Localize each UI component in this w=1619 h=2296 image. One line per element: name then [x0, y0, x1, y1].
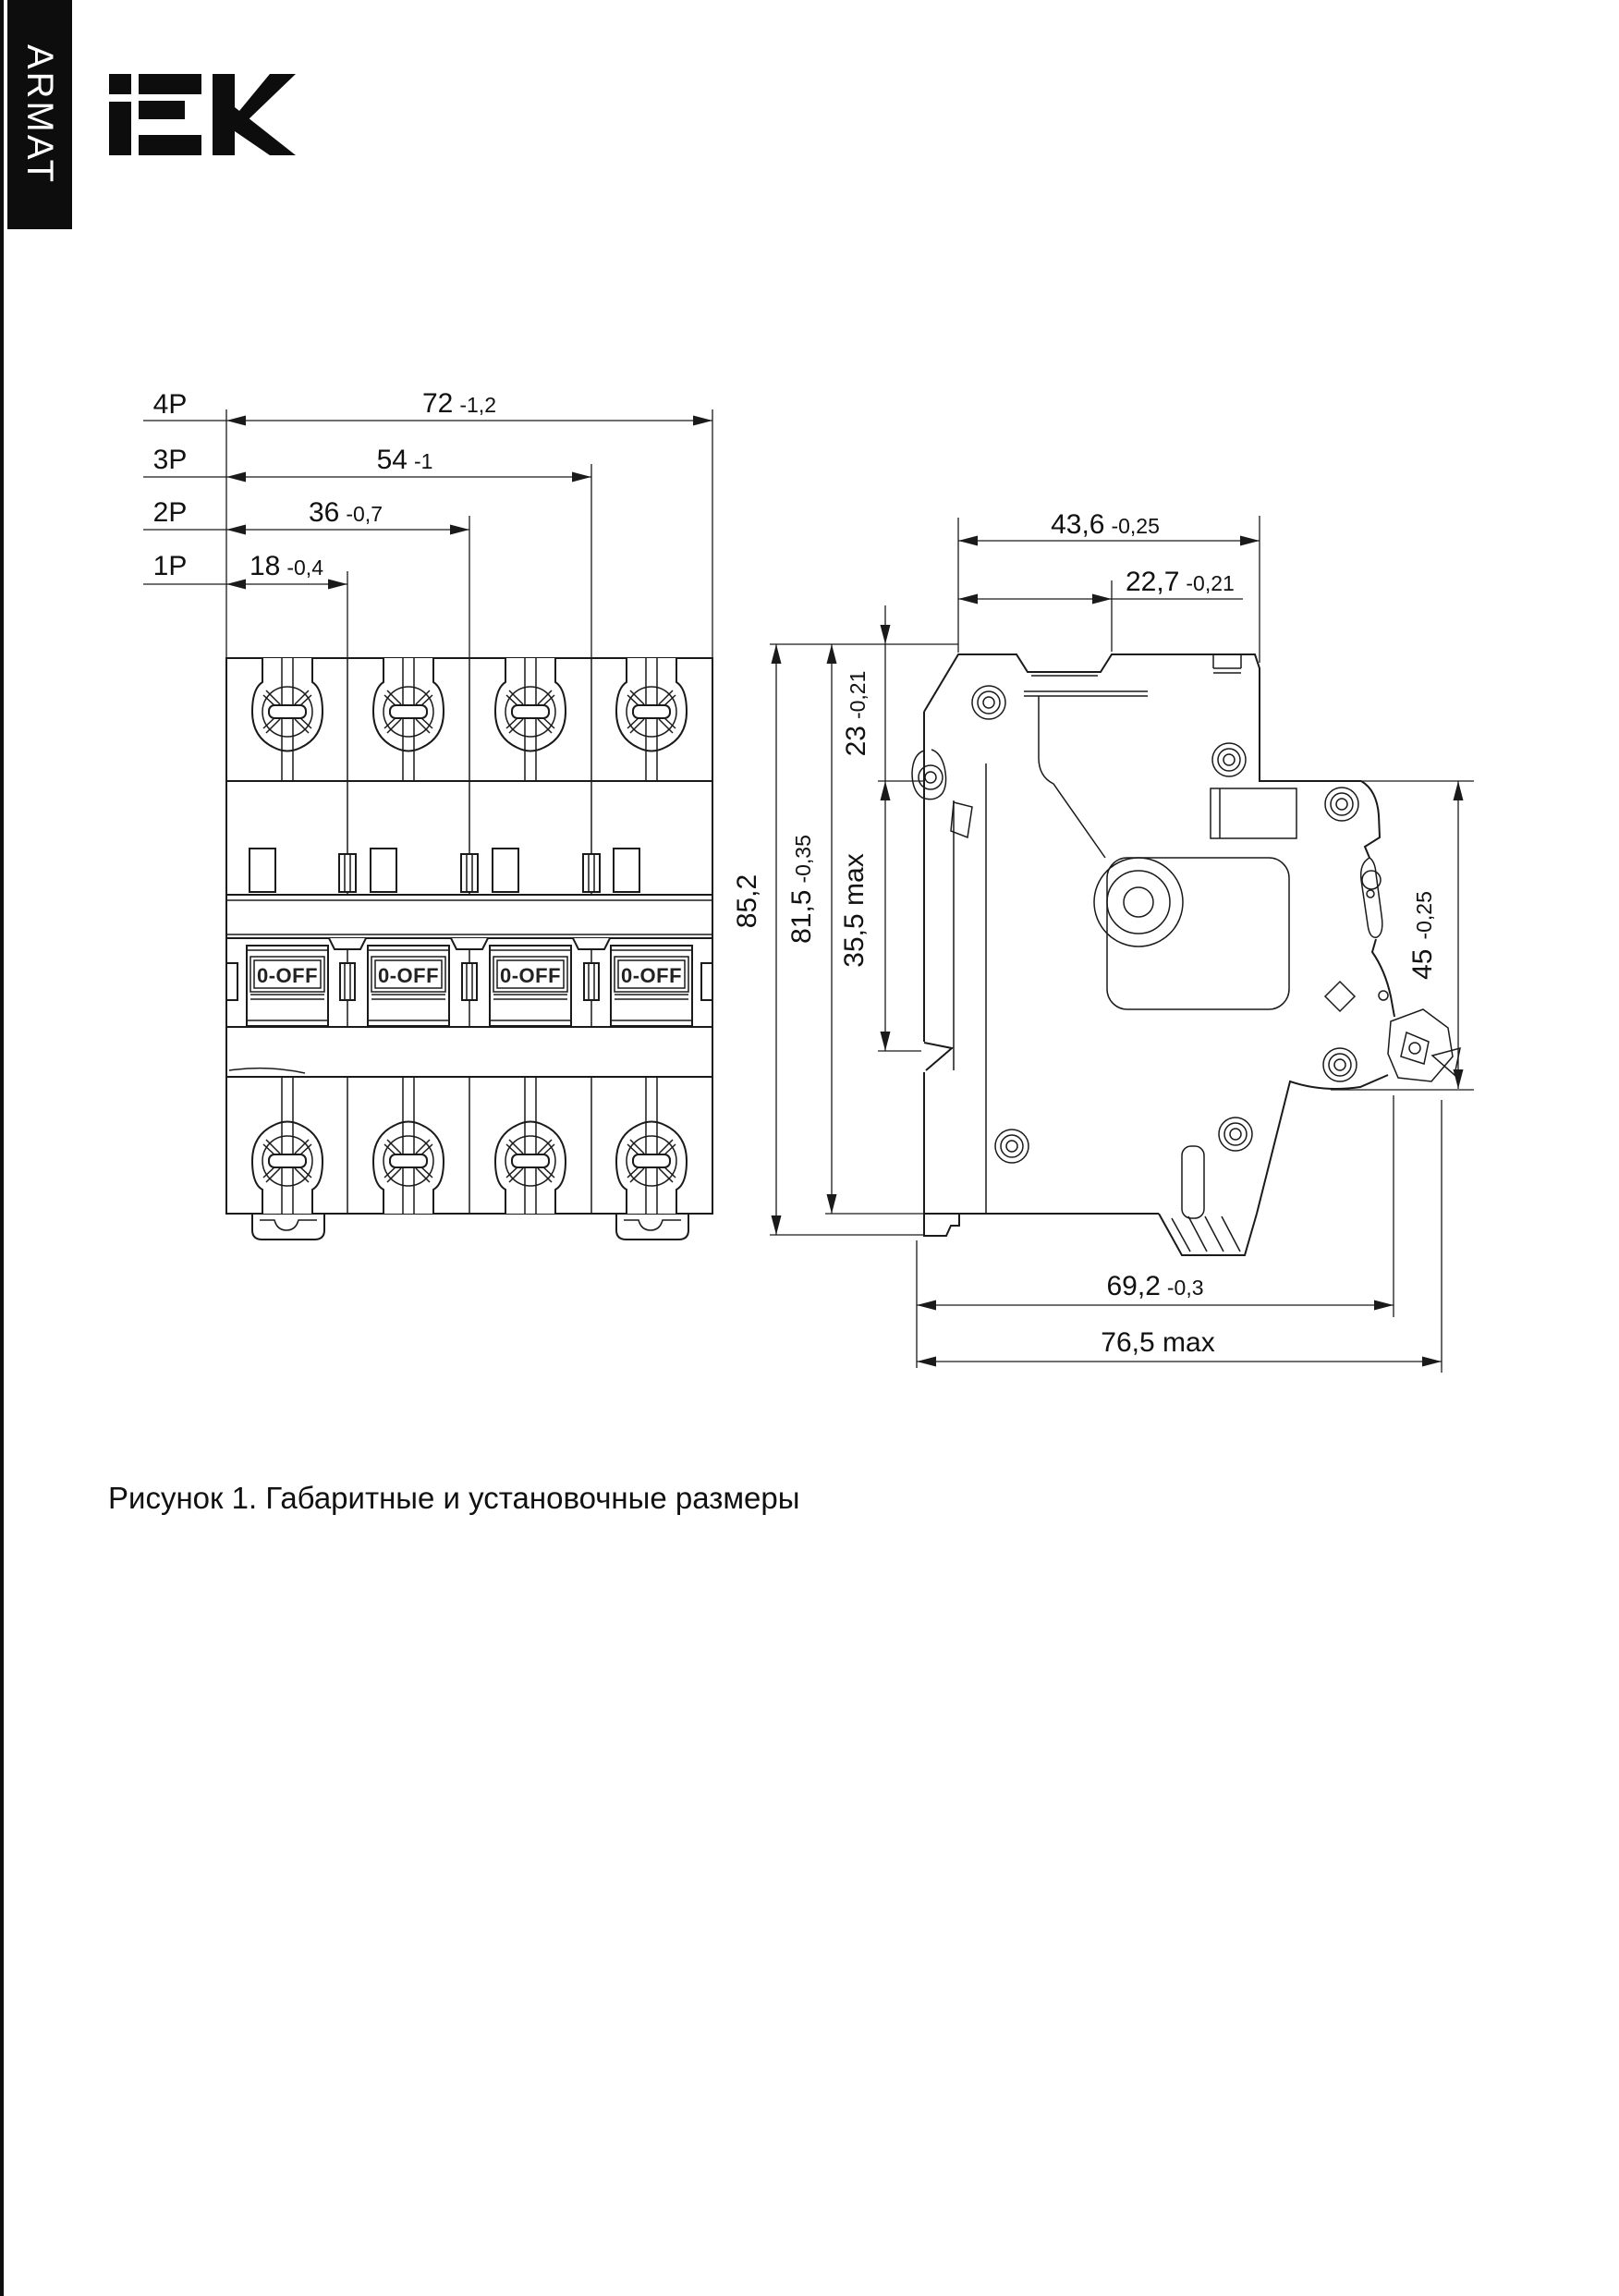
dim-width-2p: 36 -0,7	[308, 497, 383, 528]
handle-label-2: 0-OFF	[377, 964, 440, 987]
handle-label-1: 0-OFF	[256, 964, 319, 987]
dim-handle-offset: 22,7 -0,21	[1126, 567, 1235, 597]
dim-total-height: 85,2	[732, 873, 762, 929]
handle-label-4: 0-OFF	[620, 964, 683, 987]
page-border-line	[0, 0, 4, 2296]
brand-label: ARMAT	[19, 43, 60, 186]
dim-width-4p: 72 -1,2	[421, 388, 497, 419]
pole-count-label-4p: 4P	[152, 389, 188, 420]
side-view	[912, 654, 1460, 1255]
brand-sidebar	[7, 0, 72, 229]
front-dimensions	[143, 388, 712, 658]
front-view	[226, 658, 712, 1240]
label-band	[226, 1027, 712, 1077]
dim-width-3p: 54 -1	[376, 445, 433, 475]
pole-count-label-1p: 1P	[152, 551, 188, 581]
dim-front-height: 45-0,25	[1407, 891, 1438, 980]
din-clip-right	[616, 1214, 688, 1240]
iek-logo	[109, 74, 296, 155]
dim-depth: 69,2 -0,3	[1106, 1271, 1204, 1301]
pole-count-label-3p: 3P	[152, 445, 188, 475]
dim-recess-top: 23-0,21	[841, 670, 871, 757]
handle-tie-bar	[226, 895, 712, 949]
dim-depth-max: 76,5 max	[1101, 1327, 1215, 1358]
dim-body-height: 81,5-0,35	[786, 835, 817, 944]
dim-width-1p: 18 -0,4	[249, 551, 324, 581]
din-clip-left	[252, 1214, 324, 1240]
pole-count-label-2p: 2P	[152, 497, 188, 528]
handle-label-3: 0-OFF	[499, 964, 562, 987]
dim-top-width: 43,6 -0,25	[1051, 509, 1160, 540]
dim-recess-height: 35,5 max	[839, 853, 870, 968]
side-dimensions	[732, 509, 1474, 1373]
figure-caption: Рисунок 1. Габаритные и установочные размеры	[108, 1481, 800, 1515]
